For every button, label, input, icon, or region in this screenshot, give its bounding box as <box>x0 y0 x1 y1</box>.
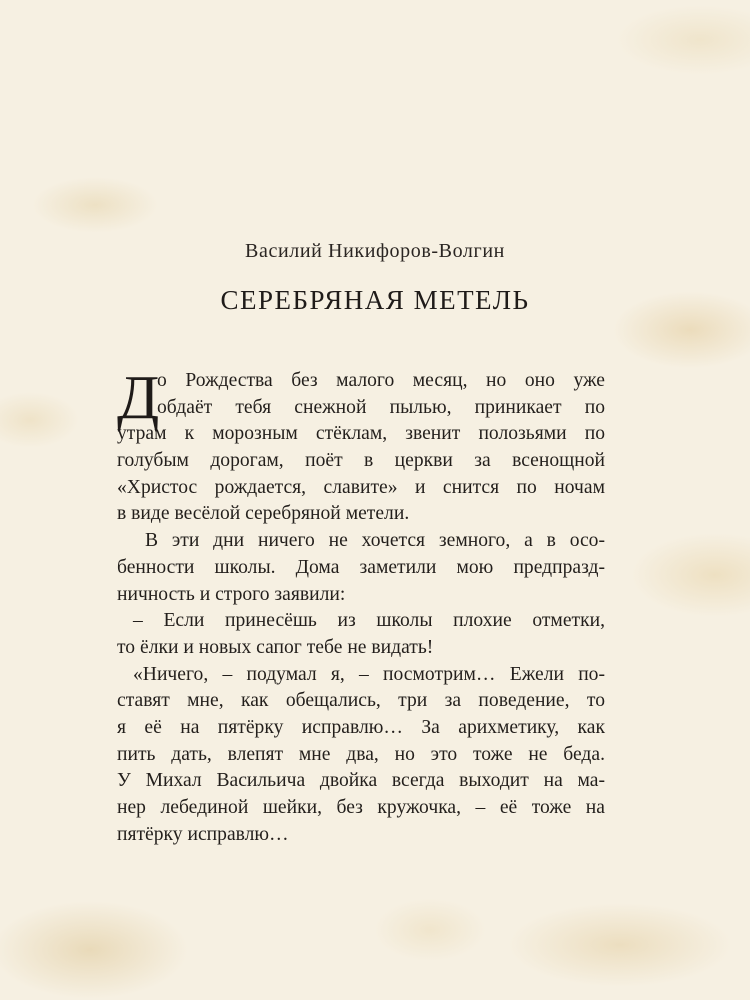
text-line: пить дать, влепят мне два, но это тоже не беда. <box>117 743 605 765</box>
text-line: нер лебединой шейки, без кружочка, – её тоже на <box>117 797 605 818</box>
text-line: У Михал Васильича двойка всегда выходит на ма- <box>117 770 605 792</box>
text-line: «Христос рождается, славите» и снится по ночам <box>117 476 605 498</box>
story-body <box>117 364 605 848</box>
text-line: бенности школы. Дома заметили мою предпразд- <box>117 556 605 578</box>
text-line: о Рождества без малого месяц, но оно уже <box>157 370 605 391</box>
text-line <box>117 662 605 689</box>
text-line-content: – Если принесёшь из школы плохие отметки, <box>133 610 605 632</box>
text-line: пятёрку исправлю… <box>117 823 289 845</box>
text-line: утрам к морозным стёклам, звенит полозьями по <box>117 423 605 445</box>
text-line: то ёлки и новых сапог тебе не видать! <box>117 636 434 658</box>
text-line: обдаёт тебя снежной пылью, приникает по <box>157 396 605 418</box>
text-line-content: «Ничего, – подумал я, – посмотрим… Ежели по- <box>133 663 605 685</box>
author-name: Василий Никифоров-Волгин <box>245 240 505 262</box>
text-line: ставят мне, как обещались, три за поведение, то <box>117 690 605 712</box>
drop-cap: Д <box>117 364 160 432</box>
text-line: в виде весёлой серебряной метели. <box>117 503 410 525</box>
text-line: ничность и строго заявили: <box>117 583 346 605</box>
text-line: я её на пятёрку исправлю… За арихметику, как <box>117 716 605 738</box>
story-title: СЕРЕБРЯНАЯ МЕТЕЛЬ <box>220 285 530 315</box>
text-line-content: В эти дни ничего не хочется земного, а в осо- <box>145 530 605 552</box>
text-line <box>117 528 605 555</box>
text-line: голубым дорогам, поёт в церкви за всенощной <box>117 450 605 472</box>
text-line <box>117 608 605 635</box>
